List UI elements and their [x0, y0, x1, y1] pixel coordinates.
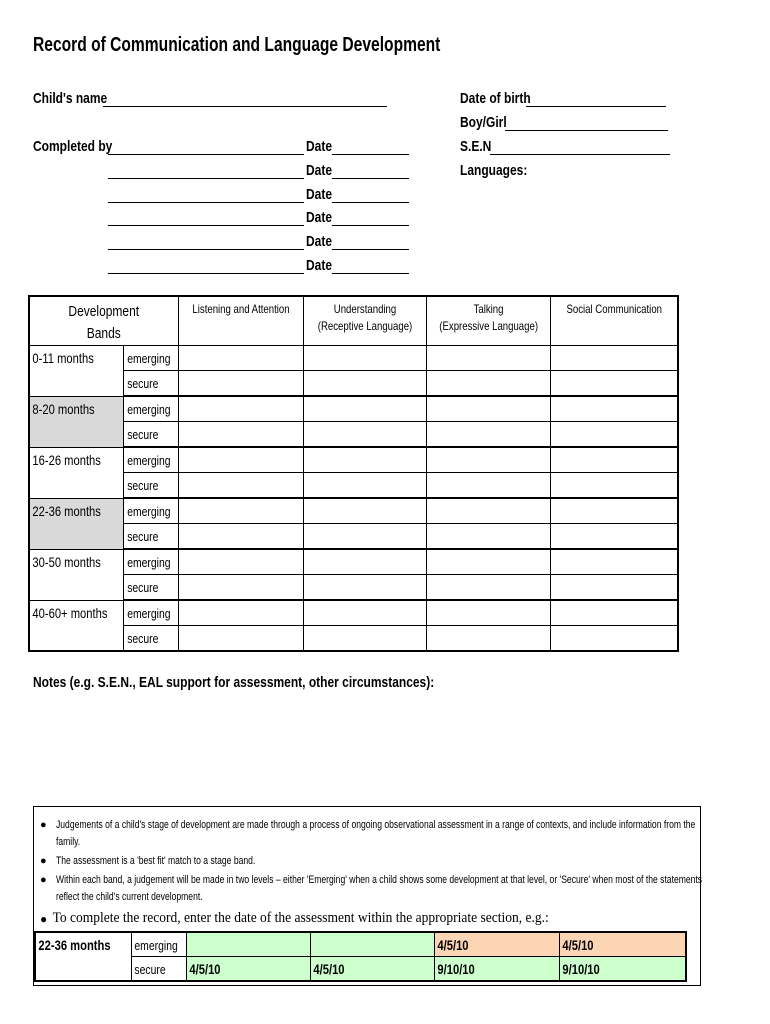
sen-field[interactable]: [490, 154, 670, 155]
entry-cell[interactable]: [303, 396, 426, 422]
table-row: [29, 473, 678, 499]
level-label: emerging: [126, 503, 171, 519]
level-label: secure: [126, 579, 158, 595]
table-row: [29, 447, 678, 473]
example-date: 4/5/10: [561, 936, 594, 953]
entry-cell[interactable]: [426, 626, 550, 652]
example-cell: [559, 932, 686, 957]
bullet-icon: ●: [40, 874, 47, 886]
completed-by-field-5[interactable]: [108, 249, 304, 250]
entry-cell[interactable]: [178, 422, 303, 448]
bullet-icon: ●: [40, 819, 47, 831]
date-label-1: Date: [306, 138, 333, 155]
example-cell: [186, 932, 310, 957]
date-label-5: Date: [306, 233, 333, 250]
level-label: secure: [126, 528, 158, 544]
example-cell: [559, 957, 686, 982]
development-bands-header: [29, 296, 178, 346]
entry-cell[interactable]: [550, 626, 678, 652]
column-header-understanding: [303, 296, 426, 346]
level-emerging: [123, 447, 178, 473]
development-table: [28, 295, 679, 652]
date-label-2: Date: [306, 162, 333, 179]
entry-cell[interactable]: [550, 498, 678, 524]
entry-cell[interactable]: [426, 600, 550, 626]
level-secure: [123, 524, 178, 550]
table-row: [35, 957, 686, 982]
entry-cell[interactable]: [426, 473, 550, 499]
column-header-listening: [178, 296, 303, 346]
level-emerging: [123, 498, 178, 524]
date-field-2[interactable]: [332, 178, 409, 179]
example-band: [35, 932, 131, 981]
boy-girl-field[interactable]: [505, 130, 668, 131]
bullet-text: Judgements of a child's stage of development are made through a process of ongoing observational assessment in a range of contexts, and include information from the family.: [56, 819, 696, 848]
level-secure: [123, 626, 178, 652]
level-secure: [131, 957, 186, 982]
bullet-icon: ●: [40, 912, 48, 926]
band-label: 0-11 months: [32, 350, 94, 366]
entry-cell[interactable]: [303, 549, 426, 575]
boy-girl-label: Boy/Girl: [460, 114, 507, 131]
example-cell: [310, 957, 434, 982]
entry-cell[interactable]: [178, 498, 303, 524]
completed-by-field-6[interactable]: [108, 273, 304, 274]
entry-cell[interactable]: [178, 549, 303, 575]
entry-cell[interactable]: [550, 549, 678, 575]
entry-cell[interactable]: [426, 549, 550, 575]
table-row: [29, 422, 678, 448]
example-date: 9/10/10: [436, 960, 475, 977]
date-of-birth-label: Date of birth: [460, 90, 531, 107]
table-row: [29, 549, 678, 575]
table-row: [29, 498, 678, 524]
band-label: 22-36 months: [32, 502, 101, 519]
entry-cell[interactable]: [303, 626, 426, 652]
entry-cell[interactable]: [303, 498, 426, 524]
level-label: emerging: [126, 554, 171, 570]
completed-by-field-1[interactable]: [108, 154, 304, 155]
level-label: emerging: [126, 350, 171, 366]
entry-cell[interactable]: [178, 600, 303, 626]
band-label: 8-20 months: [32, 400, 95, 417]
level-label: emerging: [126, 401, 171, 417]
entry-cell[interactable]: [303, 473, 426, 499]
entry-cell[interactable]: [303, 600, 426, 626]
bullet-icon: ●: [40, 855, 47, 867]
level-emerging: [123, 600, 178, 626]
level-label: emerging: [133, 937, 178, 953]
entry-cell[interactable]: [178, 447, 303, 473]
band-header-line2: Bands: [86, 325, 121, 342]
level-label: secure: [133, 961, 166, 977]
date-label-4: Date: [306, 209, 333, 226]
band-8-20: [29, 396, 123, 447]
bullet-text: Within each band, a judgement will be made in two levels – either 'Emerging' when a child shows some development at that level, or 'Secure' when most of the statements reflect the child's current development.: [56, 874, 703, 903]
level-label: emerging: [126, 452, 171, 468]
entry-cell[interactable]: [303, 447, 426, 473]
entry-cell[interactable]: [550, 396, 678, 422]
col-header-line1: Listening and Attention: [191, 302, 290, 316]
entry-cell[interactable]: [178, 575, 303, 601]
table-row: [29, 396, 678, 422]
level-secure: [123, 371, 178, 397]
child-name-field[interactable]: [103, 106, 387, 107]
table-row: [29, 371, 678, 397]
entry-cell[interactable]: [303, 575, 426, 601]
date-field-1[interactable]: [332, 154, 409, 155]
col-header-line1: Social Communication: [566, 302, 662, 316]
date-of-birth-field[interactable]: [526, 106, 666, 107]
level-label: emerging: [126, 605, 171, 621]
completed-by-field-2[interactable]: [108, 178, 304, 179]
level-secure: [123, 422, 178, 448]
page-title: Record of Communication and Language Development: [33, 34, 441, 56]
entry-cell[interactable]: [550, 346, 678, 371]
entry-cell[interactable]: [426, 575, 550, 601]
entry-cell[interactable]: [426, 447, 550, 473]
entry-cell[interactable]: [550, 524, 678, 550]
band-30-50: [29, 549, 123, 600]
column-header-social: [550, 296, 678, 346]
date-label-3: Date: [306, 186, 333, 203]
band-label: 16-26 months: [32, 451, 101, 468]
entry-cell[interactable]: [178, 396, 303, 422]
entry-cell[interactable]: [303, 524, 426, 550]
entry-cell[interactable]: [303, 346, 426, 371]
level-emerging: [131, 932, 186, 957]
example-cell: [434, 957, 559, 982]
band-label: 22-36 months: [38, 937, 111, 953]
entry-cell[interactable]: [550, 422, 678, 448]
example-cell: [310, 932, 434, 957]
col-header-line1: Understanding: [333, 302, 396, 316]
level-emerging: [123, 396, 178, 422]
col-header-line2: (Receptive Language): [317, 319, 412, 333]
band-0-11: [29, 346, 123, 397]
entry-cell[interactable]: [178, 626, 303, 652]
entry-cell[interactable]: [426, 396, 550, 422]
example-date: 4/5/10: [188, 960, 221, 977]
date-field-4[interactable]: [332, 225, 409, 226]
column-header-talking: [426, 296, 550, 346]
table-row: [35, 932, 686, 957]
entry-cell[interactable]: [550, 600, 678, 626]
languages-label: Languages:: [460, 162, 528, 179]
example-date: 4/5/10: [312, 960, 345, 977]
example-date: 9/10/10: [561, 960, 600, 977]
guidance-bullet-4: [40, 910, 605, 927]
completed-by-field-3[interactable]: [108, 202, 304, 203]
entry-cell[interactable]: [426, 524, 550, 550]
child-name-label: Child's name: [33, 90, 108, 107]
entry-cell[interactable]: [426, 498, 550, 524]
table-row: [29, 626, 678, 652]
col-header-line1: Talking: [473, 302, 503, 316]
entry-cell[interactable]: [426, 346, 550, 371]
band-label: 30-50 months: [32, 553, 101, 570]
entry-cell[interactable]: [178, 524, 303, 550]
entry-cell[interactable]: [550, 371, 678, 397]
table-row: [29, 600, 678, 626]
example-cell: [434, 932, 559, 957]
level-emerging: [123, 549, 178, 575]
band-22-36: [29, 498, 123, 549]
level-secure: [123, 575, 178, 601]
level-secure: [123, 473, 178, 499]
example-date: 4/5/10: [436, 936, 469, 953]
entry-cell[interactable]: [303, 371, 426, 397]
entry-cell[interactable]: [178, 371, 303, 397]
table-row: [29, 346, 678, 371]
bullet-text: The assessment is a 'best fit' match to a stage band.: [56, 855, 256, 867]
table-row: [29, 524, 678, 550]
table-header-row: [29, 296, 678, 346]
entry-cell[interactable]: [550, 473, 678, 499]
band-header-line1: Development: [68, 303, 140, 320]
entry-cell[interactable]: [550, 575, 678, 601]
level-label: secure: [126, 375, 158, 391]
date-label-6: Date: [306, 257, 333, 274]
level-label: secure: [126, 477, 158, 493]
date-field-3[interactable]: [332, 202, 409, 203]
completed-by-field-4[interactable]: [108, 225, 304, 226]
entry-cell[interactable]: [178, 473, 303, 499]
entry-cell[interactable]: [178, 346, 303, 371]
band-40-60: [29, 600, 123, 651]
col-header-line2: (Expressive Language): [438, 319, 538, 333]
date-field-5[interactable]: [332, 249, 409, 250]
example-table: [34, 931, 687, 982]
band-label: 40-60+ months: [32, 604, 108, 621]
level-label: secure: [126, 426, 158, 442]
sen-label: S.E.N: [460, 138, 492, 155]
entry-cell[interactable]: [426, 422, 550, 448]
entry-cell[interactable]: [550, 447, 678, 473]
entry-cell[interactable]: [303, 422, 426, 448]
entry-cell[interactable]: [426, 371, 550, 397]
notes-label: Notes (e.g. S.E.N., EAL support for assessment, other circumstances):: [33, 674, 435, 691]
band-16-26: [29, 447, 123, 498]
table-row: [29, 575, 678, 601]
date-field-6[interactable]: [332, 273, 409, 274]
completed-by-label: Completed by: [33, 138, 113, 155]
level-emerging: [123, 346, 178, 371]
example-cell: [186, 957, 310, 982]
level-label: secure: [126, 630, 158, 646]
bullet-text: To complete the record, enter the date of the assessment within the appropriate section, e.g.:: [52, 910, 549, 926]
